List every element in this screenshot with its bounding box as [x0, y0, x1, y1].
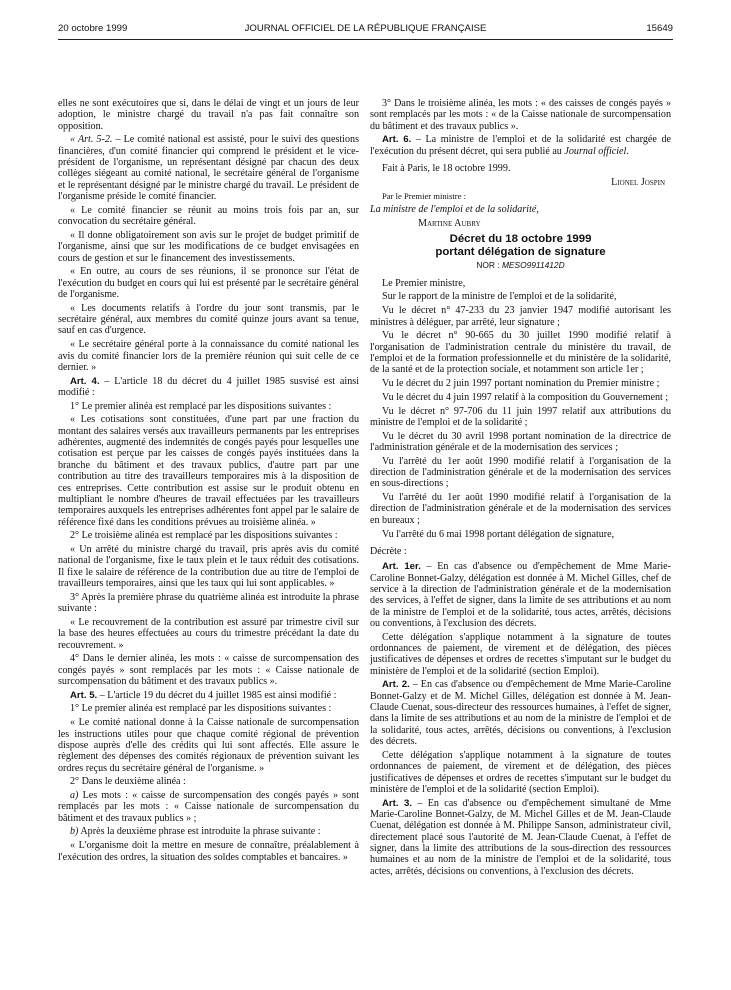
decree-title-line-1: Décret du 18 octobre 1999: [449, 233, 592, 246]
paragraph-text: Après la deuxième phrase est introduite la phrase suivante :: [78, 826, 321, 838]
paragraph: « En outre, au cours de ses réunions, il se prononce sur l'état de l'exécution du budget en cours qui lui est présenté par le secrétaire général de l'organisme.: [58, 266, 359, 301]
paragraph-text: – En cas d'absence ou d'empêchement simultané de Mme Marie-Caroline Bonnet-Galzy, de M. Michel Gilles et de M. Jean-Claude Cuenat, délégation est donnée à M. Philippe Sanson, administrateur civil, directement placé sous l'autorité de M. Jean-Claude Cuenat, à l'effet de signer, dans la limite des attributions de la sous-direction des ressources humaines et au nom de la ministre de l'emploi et de la solidarité, tous actes, arrêtés, décisions ou conventions, à l'exclusion des décrets.: [370, 797, 671, 877]
paragraph: « Le comité national donne à la Caisse nationale de surcompensation les instructions utiles pour que chaque comité régional de prévention dispose auprès d'elle des crédits qui lui sont affectés. Elle assure le règlement des dépenses des comités régionaux de prévention suivant les ordres reçus du secrétaire général de l'organisme. »: [58, 717, 359, 774]
paragraph: 3° Dans le troisième alinéa, les mots : « des caisses de congés payés » sont remplacés par les mots : « de la Caisse nationale de surcompensation du bâtiment et des travaux publics ».: [370, 98, 671, 132]
decrete-heading: Décrète :: [370, 545, 407, 557]
right-column: [370, 98, 671, 879]
nor-reference: [370, 260, 671, 271]
article-label: Art. 2.: [382, 679, 410, 691]
paragraph: [58, 826, 359, 837]
paragraph-text: – L'article 18 du décret du 4 juillet 1985 susvisé est ainsi modifié :: [58, 375, 359, 398]
visa: Vu le décret du 2 juin 1997 portant nomination du Premier ministre ;: [382, 378, 660, 390]
paragraph: 1° Le premier alinéa est remplacé par les dispositions suivantes :: [70, 703, 332, 715]
page-header: [58, 23, 673, 37]
article-1: [370, 561, 671, 629]
article-5: [58, 690, 359, 701]
item-label: a): [70, 790, 79, 802]
visa: Vu le décret du 30 avril 1998 portant nomination de la directrice de l'administration générale et de la modernisation des services ;: [370, 430, 671, 453]
paragraph-text: – En cas d'absence ou d'empêchement de Mme Marie-Caroline Bonnet-Galzy, délégation est donnée à M. Michel Gilles, chef de service à la direction de l'administration générale et de la modernisation des services, à l'effet de signer, dans la limite de ses attributions et au nom de la ministre de l'emploi et de la solidarité, tous actes, arrêtés, décisions ou conventions, à l'exclusion des décrets.: [370, 561, 671, 629]
article-label: Art. 5.: [70, 689, 98, 701]
article-label: Art. 4.: [70, 375, 100, 387]
visa: Vu le décret n° 47-233 du 23 janvier 1947 modifié autorisant les ministres à déléguer, par arrêté, leur signature ;: [370, 305, 671, 328]
paragraph: « L'organisme doit la mettre en mesure de connaître, préalablement à l'exécution des ordres, la situation des soldes comptables et bancaires. »: [58, 840, 359, 863]
journal-reference: Journal officiel: [564, 145, 627, 157]
paragraph-text: .: [626, 145, 629, 157]
item-label: b): [70, 826, 79, 838]
nor-code: MESO9911412D: [501, 260, 565, 271]
paragraph: « Le recouvrement de la contribution est assuré par trimestre civil sur la base des heures effectuées au cours du trimestre précédant la date du recouvrement. »: [58, 616, 359, 651]
header-rule: [58, 39, 673, 40]
paragraph: « Le secrétaire général porte à la connaissance du comité national les avis du comité financier lors de la première réunion qui suit celle de ce dernier. »: [58, 339, 359, 373]
article-label: « Art. 5-2.: [70, 134, 113, 146]
visa: Vu le décret n° 97-706 du 11 juin 1997 relatif aux attributions du ministre de l'emploi et de la solidarité ;: [370, 405, 671, 428]
countersign-intro: Par le Premier ministre :: [382, 190, 467, 201]
header-page-number: 15649: [646, 23, 673, 34]
paragraph-text: Les mots : « caisse de surcompensation des congés payés » sont remplacés par les mots : « Caisse nationale de surcompensation du bâtiment et des travaux publics » ;: [58, 790, 359, 824]
visa: Sur le rapport de la ministre de l'emploi et de la solidarité,: [382, 291, 617, 303]
paragraph-text: – Le comité national est assisté, pour le suivi des questions financières, d'un comité financier qui comprend le président et le vice-président de l'organisme, un représentant désigné par chacun des deux collèges siégeant au comité national, le secrétaire général de l'organisme et le représentant désigné par le ministre chargé du travail. Le président de l'organisme préside le comité financier.: [58, 134, 360, 203]
article-4: [58, 376, 359, 399]
paragraph: 3° Après la première phrase du quatrième alinéa est introduite la phrase suivante :: [58, 591, 359, 615]
paragraph: 2° Dans le deuxième alinéa :: [70, 776, 186, 788]
article-label: Art. 6.: [382, 134, 412, 146]
left-column: [58, 98, 359, 865]
paragraph-text: – En cas d'absence ou d'empêchement de Mme Marie-Caroline Bonnet-Galzy et de M. Michel Gilles, délégation est donnée à M. Jean-Claude Cuenat, sous-directeur des ressources humaines, à l'effet de signer, dans la limite de ses attributions et au nom de la ministre de l'emploi et de la solidarité, tous actes, arrêtés, décisions ou conventions, à l'exclusion des décrets.: [370, 679, 671, 748]
paragraph: Cette délégation s'applique notamment à la signature de toutes ordonnances de paiement, de virement et de délégation, des pièces justificatives de dépenses et ordres de recettes s'imputant sur le budget du ministère de l'emploi et de la solidarité (section Emploi).: [370, 631, 671, 677]
paragraph: « Les documents relatifs à l'ordre du jour sont transmis, par le secrétaire général, aux membres du comité quinze jours avant sa tenue, sauf en cas d'urgence.: [58, 302, 359, 337]
signatory-prime-minister: Lionel Jospin: [611, 176, 665, 188]
decree-title: [370, 233, 671, 258]
visa: Vu le décret du 4 juin 1997 relatif à la composition du Gouvernement ;: [382, 391, 669, 403]
paragraph-text: – La ministre de l'emploi et de la solidarité est chargée de l'exécution du présent décret, qui sera publié au: [370, 134, 671, 157]
paragraph: [58, 790, 359, 824]
nor-label: NOR :: [476, 260, 502, 271]
paragraph: [58, 134, 359, 202]
header-date: 20 octobre 1999: [58, 23, 128, 34]
paragraph: elles ne sont exécutoires que si, dans le délai de vingt et un jours de leur adoption, le ministre chargé du travail n'a pas fait connaître son opposition.: [58, 98, 359, 132]
paragraph: « Il donne obligatoirement son avis sur le projet de budget primitif de l'organisme, ainsi que sur les modifications de ce budget envisagées en cours de gestion et sur le financement des investissements.: [58, 229, 359, 264]
paragraph: 1° Le premier alinéa est remplacé par les dispositions suivantes :: [70, 400, 332, 412]
paragraph: « Un arrêté du ministre chargé du travail, pris après avis du comité national de l'organisme, fixe le taux plein et le taux réduit des cotisations. Il fixe le salaire de référence de la contribution due au titre de l'emploi de travailleurs temporaires, ainsi que les taux qui lui sont applicables. »: [58, 544, 359, 590]
header-journal-title: JOURNAL OFFICIEL DE LA RÉPUBLIQUE FRANÇAISE: [244, 23, 487, 34]
paragraph: Cette délégation s'applique notamment à la signature de toutes ordonnances de paiement, de virement et de délégation, des pièces justificatives de dépenses et ordres de recettes s'imputant sur le budget du ministère de l'emploi et de la solidarité (section Emploi).: [370, 749, 671, 795]
paragraph-text: – L'article 19 du décret du 4 juillet 1985 est ainsi modifié :: [97, 689, 337, 701]
visa: Vu l'arrêté du 1er août 1990 modifié relatif à l'organisation de la direction de l'administration générale et de la modernisation des services en sous-directions ;: [370, 455, 671, 490]
paragraph: 4° Dans le dernier alinéa, les mots : « caisse de surcompensation des congés payés » sont remplacés par les mots : « Caisse nationale de surcompensation du bâtiment et des travaux publics ».: [58, 653, 359, 687]
article-6: [370, 134, 671, 157]
visa: Vu le décret n° 90-665 du 30 juillet 1990 modifié relatif à l'organisation de l'administration centrale du ministère du travail, de l'emploi et de la formation professionnelle et du ministère de la solidarité, de la santé et de la protection sociale, et notamment son article 1er ;: [370, 330, 671, 376]
signature-date: Fait à Paris, le 18 octobre 1999.: [382, 163, 511, 175]
decree-title-line-2: portant délégation de signature: [435, 245, 606, 258]
paragraph: « Les cotisations sont constituées, d'une part par une fraction du montant des salaires versés aux travailleurs permanents par les entreprises adhérentes, augmenté des indemnités de congés payés pour lesquelles une cotisation est perçue par les caisses de congés payés instituées dans la branche du bâtiment et des travaux publics, d'autre part par une contribution au titre des travailleurs temporaires mis à la disposition de ces entreprises. Cette contribution est assise sur le produit obtenu en multipliant le nombre d'heures de travail effectuées par les travailleurs temporaires auxquels les entreprises adhérentes font appel par le salaire de référence fixé dans les conditions prévues au troisième alinéa. »: [58, 414, 360, 528]
article-3: [370, 798, 671, 877]
visa: Vu l'arrêté du 1er août 1990 modifié relatif à l'organisation de la direction de l'administration générale et de la modernisation des services en bureaux ;: [370, 492, 671, 526]
signatory-minister: Martine Aubry: [418, 218, 481, 230]
article-label: Art. 1er.: [382, 561, 421, 573]
visa: Le Premier ministre,: [382, 277, 466, 289]
paragraph: 2° Le troisième alinéa est remplacé par les dispositions suivantes :: [70, 530, 338, 542]
visa: Vu l'arrêté du 6 mai 1998 portant délégation de signature,: [382, 528, 615, 540]
article-label: Art. 3.: [382, 797, 412, 809]
article-2: [370, 679, 671, 747]
minister-title: La ministre de l'emploi et de la solidarité,: [370, 204, 539, 216]
paragraph: « Le comité financier se réunit au moins trois fois par an, sur convocation du secrétaire général.: [58, 204, 359, 228]
